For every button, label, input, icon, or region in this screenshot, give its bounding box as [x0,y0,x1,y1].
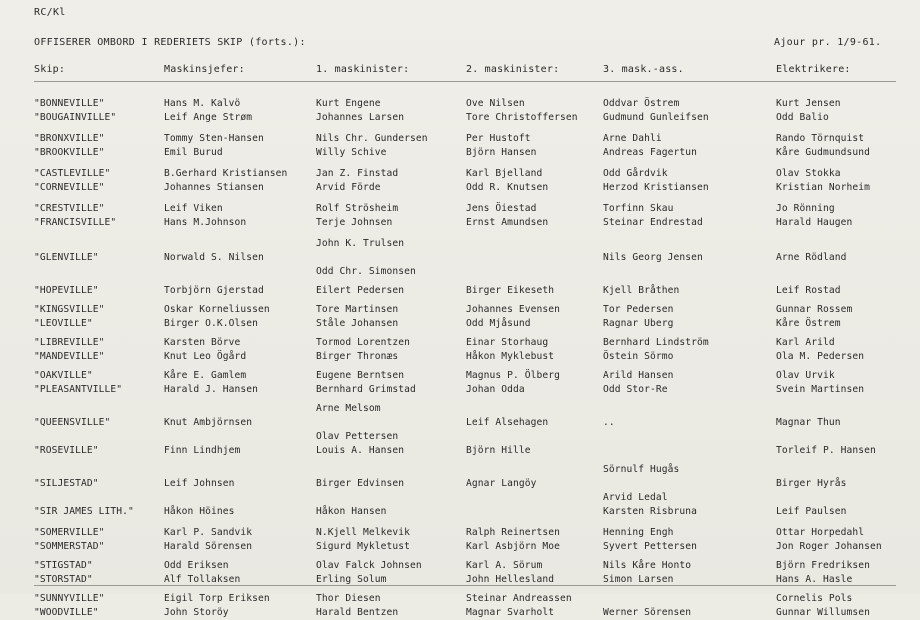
cell-first-engineer: Erling Solum [316,574,387,585]
table-row [0,491,920,505]
cell-chief-engineer: Harald J. Hansen [164,384,259,395]
table-row [0,477,920,491]
cell-electrician: Kåre Östrem [776,318,841,329]
cell-electrician: Arne Rödland [776,252,847,263]
ship-group [0,592,920,620]
cell-chief-engineer: Eigil Torp Eriksen [164,593,270,604]
table-row [0,284,920,298]
cell-first-engineer: Eugene Berntsen [316,370,405,381]
cell-electrician: Torleif P. Hansen [776,445,876,456]
cell-second-engineer: Jens Öiestad [466,203,537,214]
cell-chief-engineer: Odd Eriksen [164,560,229,571]
ship-group [0,526,920,554]
cell-second-engineer: Leif Alsehagen [466,417,549,428]
table-row [0,526,920,540]
table-row [0,111,920,125]
cell-chief-engineer: Harald Sörensen [164,541,253,552]
ship-group [0,237,920,279]
cell-electrician: Olav Stokka [776,168,841,179]
cell-first-engineer: Thor Diesen [316,593,381,604]
cell-second-engineer: Johannes Evensen [466,304,561,315]
table-row [0,167,920,181]
cell-ship: "BOUGAINVILLE" [34,112,117,123]
cell-third-assistant: Arvid Ledal [603,492,668,503]
cell-electrician: Ola M. Pedersen [776,351,865,362]
table-row [0,336,920,350]
cell-chief-engineer: Oskar Korneliussen [164,304,270,315]
cell-third-assistant: Odd Stor-Re [603,384,668,395]
cell-ship: "BONNEVILLE" [34,98,105,109]
cell-ship: "OAKVILLE" [34,370,93,381]
cell-ship: "MANDEVILLE" [34,351,105,362]
cell-third-assistant: Arne Dahli [603,133,662,144]
cell-second-engineer: Håkon Myklebust [466,351,555,362]
table-row [0,303,920,317]
cell-second-engineer: Steinar Andreassen [466,593,572,604]
cell-first-engineer: Terje Johnsen [316,217,393,228]
cell-chief-engineer: Hans M. Kalvö [164,98,241,109]
table-row [0,237,920,251]
cell-first-engineer: Ståle Johansen [316,318,399,329]
cell-ship: "PLEASANTVILLE" [34,384,123,395]
cell-third-assistant: Nils Georg Jensen [603,252,703,263]
cell-second-engineer: Magnus P. Ölberg [466,370,561,381]
cell-ship: "STIGSTAD" [34,560,93,571]
cell-electrician: Kåre Gudmundsund [776,147,871,158]
cell-chief-engineer: Alf Tollaksen [164,574,241,585]
cell-first-engineer: Odd Chr. Simonsen [316,266,416,277]
cell-electrician: Gunnar Rossem [776,304,853,315]
cell-electrician: Leif Paulsen [776,506,847,517]
table-row [0,559,920,573]
cell-electrician: Ottar Horpedahl [776,527,865,538]
cell-chief-engineer: John Storöy [164,607,229,618]
table-row [0,463,920,477]
cell-first-engineer: Olav Pettersen [316,431,399,442]
cell-third-assistant: Sörnulf Hugås [603,464,680,475]
cell-electrician: Hans A. Hasle [776,574,853,585]
table-row [0,416,920,430]
cell-third-assistant: Simon Larsen [603,574,674,585]
column-header-3-mask-ass: 3. mask.-ass. [603,64,684,75]
cell-third-assistant: Karsten Risbruna [603,506,698,517]
cell-electrician: Björn Fredriksen [776,560,871,571]
cell-third-assistant: Arild Hansen [603,370,674,381]
cell-electrician: Jon Roger Johansen [776,541,882,552]
cell-first-engineer: Louis A. Hansen [316,445,405,456]
cell-third-assistant: Henning Engh [603,527,674,538]
table-row [0,317,920,331]
cell-first-engineer: Johannes Larsen [316,112,405,123]
cell-chief-engineer: Leif Johnsen [164,478,235,489]
header-divider [34,81,896,82]
ship-group [0,167,920,195]
cell-ship: "LIBREVILLE" [34,337,105,348]
table-row [0,444,920,458]
cell-ship: "KINGSVILLE" [34,304,105,315]
cell-chief-engineer: Karsten Börve [164,337,241,348]
cell-second-engineer: Johan Odda [466,384,525,395]
cell-chief-engineer: Johannes Stiansen [164,182,264,193]
table-row [0,350,920,364]
cell-first-engineer: Tore Martinsen [316,304,399,315]
ship-group [0,303,920,331]
cell-third-assistant: Kjell Bråthen [603,285,680,296]
cell-ship: "CRESTVILLE" [34,203,105,214]
cell-first-engineer: Jan Z. Finstad [316,168,399,179]
cell-first-engineer: N.Kjell Melkevik [316,527,411,538]
cell-chief-engineer: Karl P. Sandvik [164,527,253,538]
cell-first-engineer: Birger Thronæs [316,351,399,362]
cell-chief-engineer: Leif Viken [164,203,223,214]
cell-electrician: Magnar Thun [776,417,841,428]
table-row [0,146,920,160]
cell-chief-engineer: Kåre E. Gamlem [164,370,247,381]
cell-electrician: Cornelis Pols [776,593,853,604]
cell-ship: "STORSTAD" [34,574,93,585]
cell-ship: "SOMERVILLE" [34,527,105,538]
table-row [0,181,920,195]
cell-third-assistant: Torfinn Skau [603,203,674,214]
cell-ship: "SILJESTAD" [34,478,99,489]
cell-ship: "BRONXVILLE" [34,133,105,144]
cell-second-engineer: Odd Mjåsund [466,318,531,329]
column-header-2-maskinister: 2. maskinister: [466,64,560,75]
table-row [0,369,920,383]
ship-group [0,336,920,364]
cell-chief-engineer: Knut Ambjörnsen [164,417,253,428]
document-reference: RC/Kl [34,7,66,18]
cell-second-engineer: Ernst Amundsen [466,217,549,228]
cell-second-engineer: Tore Christoffersen [466,112,578,123]
cell-second-engineer: Magnar Svarholt [466,607,555,618]
cell-ship: "HOPEVILLE" [34,285,99,296]
cell-first-engineer: Bernhard Grimstad [316,384,416,395]
cell-third-assistant: Ragnar Uberg [603,318,674,329]
table-row [0,216,920,230]
cell-electrician: Birger Hyrås [776,478,847,489]
date-updated: Ajour pr. 1/9-61. [774,37,882,48]
cell-ship: "SUNNYVILLE" [34,593,105,604]
cell-ship: "SOMMERSTAD" [34,541,105,552]
ship-group [0,559,920,587]
ship-group [0,284,920,298]
table-row [0,251,920,265]
cell-electrician: Karl Arild [776,337,835,348]
bottom-divider [34,585,896,586]
cell-electrician: Jo Rönning [776,203,835,214]
cell-ship: "QUEENSVILLE" [34,417,111,428]
cell-first-engineer: Harald Bentzen [316,607,399,618]
cell-chief-engineer: B.Gerhard Kristiansen [164,168,288,179]
cell-second-engineer: Per Hustoft [466,133,531,144]
cell-second-engineer: Odd R. Knutsen [466,182,549,193]
cell-third-assistant: Bernhard Lindström [603,337,709,348]
ship-group [0,402,920,458]
cell-first-engineer: Birger Edvinsen [316,478,405,489]
table-row [0,505,920,519]
cell-first-engineer: Håkon Hansen [316,506,387,517]
cell-ship: "CORNEVILLE" [34,182,105,193]
cell-chief-engineer: Knut Leo Ögård [164,351,247,362]
table-row [0,606,920,620]
cell-third-assistant: Herzod Kristiansen [603,182,709,193]
ship-group [0,202,920,230]
ship-group [0,369,920,397]
cell-electrician: Olav Urvik [776,370,835,381]
cell-ship: "SIR JAMES LITH." [34,506,134,517]
cell-second-engineer: Karl Bjelland [466,168,543,179]
ship-group [0,132,920,160]
cell-first-engineer: John K. Trulsen [316,238,405,249]
cell-chief-engineer: Finn Lindhjem [164,445,241,456]
cell-third-assistant: Steinar Endrestad [603,217,703,228]
cell-third-assistant: Tor Pedersen [603,304,674,315]
cell-ship: "WOODVILLE" [34,607,99,618]
cell-second-engineer: John Hellesland [466,574,555,585]
table-row [0,97,920,111]
ship-group [0,463,920,519]
cell-electrician: Leif Rostad [776,285,841,296]
column-header-1-maskinister: 1. maskinister: [316,64,410,75]
cell-first-engineer: Arne Melsom [316,403,381,414]
cell-ship: "GLENVILLE" [34,252,99,263]
cell-third-assistant: Östein Sörmo [603,351,674,362]
table-row [0,402,920,416]
cell-third-assistant: Nils Kåre Honto [603,560,692,571]
cell-first-engineer: Rolf Strösheim [316,203,399,214]
cell-first-engineer: Sigurd Mykletust [316,541,411,552]
cell-first-engineer: Willy Schive [316,147,387,158]
cell-second-engineer: Karl A. Sörum [466,560,543,571]
cell-first-engineer: Tormod Lorentzen [316,337,411,348]
cell-third-assistant: Gudmund Gunleifsen [603,112,709,123]
table-row [0,202,920,216]
table-row [0,132,920,146]
cell-first-engineer: Eilert Pedersen [316,285,405,296]
cell-third-assistant: .. [603,417,615,428]
table-row [0,430,920,444]
cell-electrician: Kristian Norheim [776,182,871,193]
column-header-elektrikere: Elektrikere: [776,64,851,75]
cell-ship: "LEOVILLE" [34,318,93,329]
column-header-maskinsjefer: Maskinsjefer: [164,64,245,75]
cell-electrician: Gunnar Willumsen [776,607,871,618]
cell-electrician: Odd Balio [776,112,829,123]
cell-chief-engineer: Norwald S. Nilsen [164,252,264,263]
table-row [0,383,920,397]
cell-chief-engineer: Birger O.K.Olsen [164,318,259,329]
cell-second-engineer: Karl Asbjörn Moe [466,541,561,552]
cell-electrician: Svein Martinsen [776,384,865,395]
column-header-skip: Skip: [34,64,66,75]
cell-first-engineer: Arvid Förde [316,182,381,193]
table-row [0,592,920,606]
cell-electrician: Harald Haugen [776,217,853,228]
cell-electrician: Kurt Jensen [776,98,841,109]
cell-second-engineer: Agnar Langöy [466,478,537,489]
cell-second-engineer: Ralph Reinertsen [466,527,561,538]
cell-chief-engineer: Tommy Sten-Hansen [164,133,264,144]
cell-chief-engineer: Håkon Höines [164,506,235,517]
table-row [0,540,920,554]
ship-group [0,97,920,125]
cell-ship: "BROOKVILLE" [34,147,105,158]
document-title: OFFISERER OMBORD I REDERIETS SKIP (forts.): [34,37,306,48]
ship-table [0,91,920,620]
cell-second-engineer: Ove Nilsen [466,98,525,109]
cell-second-engineer: Björn Hille [466,445,531,456]
cell-first-engineer: Nils Chr. Gundersen [316,133,428,144]
cell-second-engineer: Birger Eikeseth [466,285,555,296]
cell-first-engineer: Olav Falck Johnsen [316,560,422,571]
cell-ship: "FRANCISVILLE" [34,217,117,228]
cell-third-assistant: Odd Gårdvik [603,168,668,179]
cell-third-assistant: Syvert Pettersen [603,541,698,552]
cell-chief-engineer: Torbjörn Gjerstad [164,285,264,296]
cell-chief-engineer: Leif Ange Strøm [164,112,253,123]
cell-third-assistant: Oddvar Östrem [603,98,680,109]
cell-ship: "ROSEVILLE" [34,445,99,456]
cell-second-engineer: Björn Hansen [466,147,537,158]
cell-second-engineer: Einar Storhaug [466,337,549,348]
cell-third-assistant: Andreas Fagertun [603,147,698,158]
cell-electrician: Rando Törnquist [776,133,865,144]
cell-first-engineer: Kurt Engene [316,98,381,109]
table-row [0,265,920,279]
cell-chief-engineer: Emil Burud [164,147,223,158]
cell-chief-engineer: Hans M.Johnson [164,217,247,228]
cell-ship: "CASTLEVILLE" [34,168,111,179]
cell-third-assistant: Werner Sörensen [603,607,692,618]
